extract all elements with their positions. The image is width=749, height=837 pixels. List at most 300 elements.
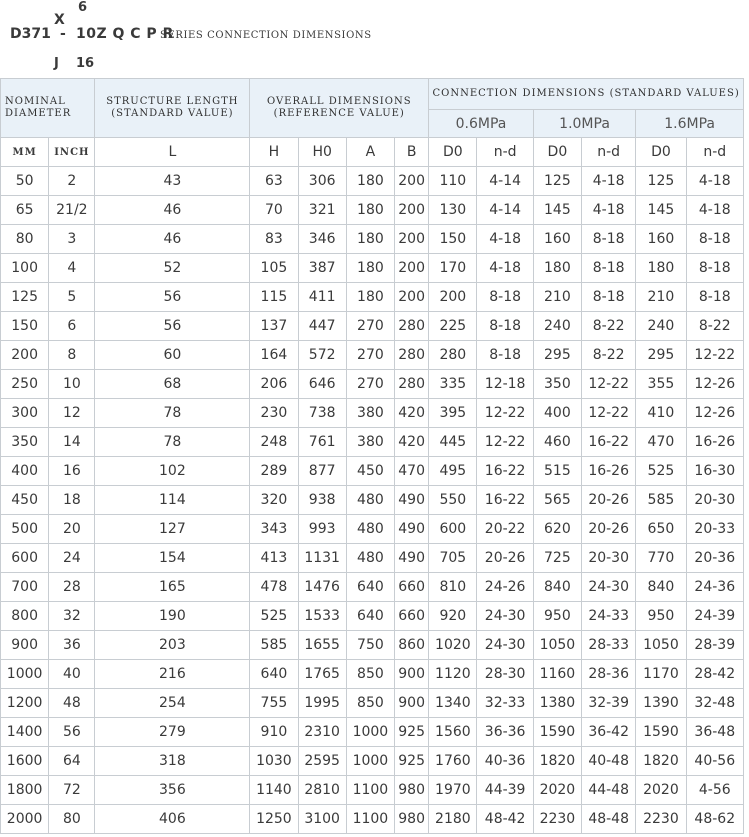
table-cell: 572 — [298, 341, 346, 370]
table-cell: 650 — [636, 515, 686, 544]
table-row — [1, 283, 744, 312]
table-cell: 102 — [95, 457, 250, 486]
table-row — [1, 486, 744, 515]
table-cell: 300 — [1, 399, 49, 428]
table-cell: 1600 — [1, 747, 49, 776]
table-cell: 4-18 — [477, 254, 533, 283]
table-cell: 4 — [49, 254, 95, 283]
table-cell: 660 — [395, 602, 429, 631]
table-cell: 20-30 — [582, 544, 636, 573]
table-cell: 164 — [250, 341, 298, 370]
table-cell: 127 — [95, 515, 250, 544]
table-cell: 840 — [533, 573, 581, 602]
table-cell: 8-18 — [477, 283, 533, 312]
header-nominal-diameter: NOMINAL DIAMETER — [1, 79, 95, 138]
table-cell: 2020 — [533, 776, 581, 805]
table-cell: 478 — [250, 573, 298, 602]
table-cell: 21/2 — [49, 196, 95, 225]
table-cell: 420 — [395, 399, 429, 428]
table-cell: 3100 — [298, 805, 346, 834]
table-cell: 860 — [395, 631, 429, 660]
table-cell: 490 — [395, 544, 429, 573]
table-cell: 1970 — [429, 776, 477, 805]
table-cell: 925 — [395, 747, 429, 776]
table-cell: 410 — [636, 399, 686, 428]
table-body — [1, 167, 744, 834]
table-cell: 63 — [250, 167, 298, 196]
table-cell: 346 — [298, 225, 346, 254]
table-row — [1, 544, 744, 573]
table-cell: 1590 — [636, 718, 686, 747]
table-cell: 24-36 — [686, 573, 743, 602]
table-cell: 180 — [346, 196, 394, 225]
table-cell: 950 — [533, 602, 581, 631]
table-cell: 68 — [95, 370, 250, 399]
table-cell: 130 — [429, 196, 477, 225]
table-cell: 1800 — [1, 776, 49, 805]
table-cell: 550 — [429, 486, 477, 515]
table-row — [1, 805, 744, 834]
table-row — [1, 631, 744, 660]
unit-header-cell: n-d — [477, 138, 533, 167]
table-cell: 810 — [429, 573, 477, 602]
table-cell: 2230 — [636, 805, 686, 834]
table-cell: 495 — [429, 457, 477, 486]
unit-header-cell: A — [346, 138, 394, 167]
table-cell: 480 — [346, 515, 394, 544]
table-cell: 180 — [346, 283, 394, 312]
table-cell: 12-26 — [686, 370, 743, 399]
table-cell: 40 — [49, 660, 95, 689]
table-cell: 16-22 — [582, 428, 636, 457]
table-cell: 4-18 — [686, 167, 743, 196]
table-cell: 280 — [395, 370, 429, 399]
table-cell: 295 — [636, 341, 686, 370]
table-cell: 490 — [395, 515, 429, 544]
header-pressure-1-6: 1.6MPa — [636, 110, 744, 138]
table-cell: 411 — [298, 283, 346, 312]
table-cell: 515 — [533, 457, 581, 486]
table-cell: 289 — [250, 457, 298, 486]
table-cell: 8-22 — [582, 341, 636, 370]
header-structure-length: STRUCTURE LENGTH (STANDARD VALUE) — [95, 79, 250, 138]
table-cell: 900 — [395, 689, 429, 718]
table-cell: 28-42 — [686, 660, 743, 689]
table-row — [1, 196, 744, 225]
table-cell: 180 — [636, 254, 686, 283]
table-cell: 32-33 — [477, 689, 533, 718]
table-cell: 20-22 — [477, 515, 533, 544]
table-cell: 270 — [346, 341, 394, 370]
table-cell: 16-26 — [582, 457, 636, 486]
table-cell: 4-18 — [582, 167, 636, 196]
header-pressure-1-0: 1.0MPa — [533, 110, 636, 138]
table-cell: 28-30 — [477, 660, 533, 689]
table-cell: 250 — [1, 370, 49, 399]
table-cell: 44-39 — [477, 776, 533, 805]
table-cell: 306 — [298, 167, 346, 196]
table-row — [1, 660, 744, 689]
table-cell: 24-30 — [582, 573, 636, 602]
title-dash: - — [60, 26, 66, 42]
table-cell: 48-48 — [582, 805, 636, 834]
table-cell: 83 — [250, 225, 298, 254]
table-cell: 1390 — [636, 689, 686, 718]
table-cell: 350 — [1, 428, 49, 457]
table-row — [1, 370, 744, 399]
title-code: D371 — [10, 26, 51, 42]
table-cell: 279 — [95, 718, 250, 747]
table-cell: 400 — [533, 399, 581, 428]
table-cell: 28-33 — [582, 631, 636, 660]
table-cell: 56 — [49, 718, 95, 747]
table-cell: 24-26 — [477, 573, 533, 602]
table-cell: 993 — [298, 515, 346, 544]
table-cell: 216 — [95, 660, 250, 689]
title-model: 10Z Q C P R — [76, 26, 174, 42]
table-cell: 480 — [346, 486, 394, 515]
units-row — [1, 138, 744, 167]
table-row — [1, 399, 744, 428]
table-cell: 420 — [395, 428, 429, 457]
table-cell: 2230 — [533, 805, 581, 834]
table-cell: 70 — [250, 196, 298, 225]
table-cell: 950 — [636, 602, 686, 631]
table-cell: 646 — [298, 370, 346, 399]
table-cell: 24-33 — [582, 602, 636, 631]
table-cell: 48 — [49, 689, 95, 718]
table-cell: 12-22 — [686, 341, 743, 370]
table-cell: 761 — [298, 428, 346, 457]
table-cell: 400 — [1, 457, 49, 486]
table-cell: 115 — [250, 283, 298, 312]
table-cell: 20 — [49, 515, 95, 544]
table-cell: 200 — [395, 225, 429, 254]
table-cell: 395 — [429, 399, 477, 428]
table-row — [1, 689, 744, 718]
table-cell: 850 — [346, 689, 394, 718]
table-cell: 12-22 — [477, 428, 533, 457]
table-cell: 1400 — [1, 718, 49, 747]
table-cell: 640 — [250, 660, 298, 689]
table-cell: 2310 — [298, 718, 346, 747]
table-cell: 154 — [95, 544, 250, 573]
unit-header-cell: MM — [1, 138, 49, 167]
table-cell: 318 — [95, 747, 250, 776]
table-cell: 230 — [250, 399, 298, 428]
table-cell: 600 — [1, 544, 49, 573]
table-cell: 8-18 — [582, 225, 636, 254]
table-cell: 28-36 — [582, 660, 636, 689]
table-cell: 100 — [1, 254, 49, 283]
table-cell: 660 — [395, 573, 429, 602]
table-row — [1, 225, 744, 254]
table-cell: 145 — [533, 196, 581, 225]
table-cell: 8-22 — [686, 312, 743, 341]
table-cell: 8-18 — [686, 254, 743, 283]
unit-header-cell: B — [395, 138, 429, 167]
table-cell: 24-39 — [686, 602, 743, 631]
table-cell: 800 — [1, 602, 49, 631]
table-cell: 1655 — [298, 631, 346, 660]
table-cell: 1050 — [533, 631, 581, 660]
header-pressure-0-6: 0.6MPa — [429, 110, 534, 138]
table-cell: 32-48 — [686, 689, 743, 718]
table-cell: 1131 — [298, 544, 346, 573]
table-cell: 8-18 — [477, 312, 533, 341]
table-cell: 1820 — [533, 747, 581, 776]
table-cell: 470 — [636, 428, 686, 457]
unit-header-cell: H — [250, 138, 298, 167]
table-cell: 1340 — [429, 689, 477, 718]
table-cell: 36-48 — [686, 718, 743, 747]
table-cell: 125 — [636, 167, 686, 196]
table-cell: 280 — [429, 341, 477, 370]
table-cell: 755 — [250, 689, 298, 718]
table-cell: 52 — [95, 254, 250, 283]
table-cell: 48-42 — [477, 805, 533, 834]
table-cell: 24 — [49, 544, 95, 573]
table-cell: 12-26 — [686, 399, 743, 428]
table-cell: 1200 — [1, 689, 49, 718]
table-cell: 56 — [95, 283, 250, 312]
table-cell: 20-26 — [477, 544, 533, 573]
table-row — [1, 312, 744, 341]
header-connection-dimensions: CONNECTION DIMENSIONS (STANDARD VALUES) — [429, 79, 744, 110]
table-cell: 200 — [395, 254, 429, 283]
table-cell: 24-30 — [477, 631, 533, 660]
table-cell: 12-22 — [582, 370, 636, 399]
table-cell: 700 — [1, 573, 49, 602]
table-cell: 80 — [49, 805, 95, 834]
table-cell: 60 — [95, 341, 250, 370]
table-row — [1, 341, 744, 370]
table-cell: 725 — [533, 544, 581, 573]
table-cell: 877 — [298, 457, 346, 486]
table-cell: 180 — [346, 225, 394, 254]
table-cell: 206 — [250, 370, 298, 399]
table-cell: 16-22 — [477, 486, 533, 515]
table-cell: 938 — [298, 486, 346, 515]
table-cell: 110 — [429, 167, 477, 196]
table-cell: 200 — [429, 283, 477, 312]
table-cell: 20-26 — [582, 486, 636, 515]
table-cell: 270 — [346, 312, 394, 341]
table-cell: 248 — [250, 428, 298, 457]
table-cell: 640 — [346, 573, 394, 602]
table-cell: 321 — [298, 196, 346, 225]
table-cell: 125 — [533, 167, 581, 196]
table-cell: 1820 — [636, 747, 686, 776]
table-cell: 16 — [49, 457, 95, 486]
table-cell: 445 — [429, 428, 477, 457]
table-cell: 600 — [429, 515, 477, 544]
table-cell: 4-18 — [686, 196, 743, 225]
table-cell: 4-18 — [477, 225, 533, 254]
table-cell: 48-62 — [686, 805, 743, 834]
table-cell: 2595 — [298, 747, 346, 776]
table-cell: 270 — [346, 370, 394, 399]
table-cell: 180 — [533, 254, 581, 283]
table-cell: 585 — [250, 631, 298, 660]
table-cell: 980 — [395, 805, 429, 834]
table-cell: 1560 — [429, 718, 477, 747]
table-cell: 12 — [49, 399, 95, 428]
table-cell: 20-33 — [686, 515, 743, 544]
table-cell: 72 — [49, 776, 95, 805]
table-cell: 65 — [1, 196, 49, 225]
table-cell: 280 — [395, 312, 429, 341]
table-cell: 900 — [395, 660, 429, 689]
table-cell: 46 — [95, 196, 250, 225]
table-cell: 1050 — [636, 631, 686, 660]
table-cell: 64 — [49, 747, 95, 776]
table-cell: 490 — [395, 486, 429, 515]
table-cell: 447 — [298, 312, 346, 341]
unit-header-cell: D0 — [533, 138, 581, 167]
table-cell: 6 — [49, 312, 95, 341]
table-cell: 295 — [533, 341, 581, 370]
table-cell: 40-56 — [686, 747, 743, 776]
table-cell: 840 — [636, 573, 686, 602]
table-cell: 1140 — [250, 776, 298, 805]
table-cell: 2180 — [429, 805, 477, 834]
table-cell: 620 — [533, 515, 581, 544]
table-cell: 8-18 — [686, 225, 743, 254]
table-cell: 36 — [49, 631, 95, 660]
table-cell: 165 — [95, 573, 250, 602]
table-cell: 738 — [298, 399, 346, 428]
table-cell: 1590 — [533, 718, 581, 747]
table-cell: 20-26 — [582, 515, 636, 544]
unit-header-cell: D0 — [429, 138, 477, 167]
table-cell: 8-18 — [582, 254, 636, 283]
table-cell: 160 — [533, 225, 581, 254]
table-cell: 1000 — [1, 660, 49, 689]
table-cell: 36-42 — [582, 718, 636, 747]
table-cell: 210 — [636, 283, 686, 312]
unit-header-cell: n-d — [686, 138, 743, 167]
table-cell: 8-18 — [686, 283, 743, 312]
table-cell: 750 — [346, 631, 394, 660]
table-cell: 413 — [250, 544, 298, 573]
table-cell: 200 — [1, 341, 49, 370]
table-cell: 8-22 — [582, 312, 636, 341]
table-cell: 18 — [49, 486, 95, 515]
table-cell: 16-22 — [477, 457, 533, 486]
unit-header-cell: INCH — [49, 138, 95, 167]
table-cell: 2810 — [298, 776, 346, 805]
title-subscript: 16 — [76, 56, 95, 71]
table-cell: 200 — [395, 196, 429, 225]
table-cell: 105 — [250, 254, 298, 283]
table-cell: 335 — [429, 370, 477, 399]
title-letter-top: X — [54, 12, 65, 28]
table-cell: 4-14 — [477, 196, 533, 225]
table-row — [1, 602, 744, 631]
table-cell: 170 — [429, 254, 477, 283]
table-cell: 4-18 — [582, 196, 636, 225]
table-cell: 5 — [49, 283, 95, 312]
table-cell: 705 — [429, 544, 477, 573]
table-cell: 190 — [95, 602, 250, 631]
table-cell: 180 — [346, 167, 394, 196]
table-cell: 150 — [1, 312, 49, 341]
table-row — [1, 776, 744, 805]
unit-header-cell: D0 — [636, 138, 686, 167]
table-row — [1, 573, 744, 602]
table-cell: 225 — [429, 312, 477, 341]
table-cell: 145 — [636, 196, 686, 225]
table-cell: 450 — [1, 486, 49, 515]
table-cell: 210 — [533, 283, 581, 312]
table-cell: 2000 — [1, 805, 49, 834]
table-cell: 1380 — [533, 689, 581, 718]
unit-header-cell: n-d — [582, 138, 636, 167]
table-cell: 910 — [250, 718, 298, 747]
table-cell: 20-30 — [686, 486, 743, 515]
table-cell: 1250 — [250, 805, 298, 834]
table-cell: 480 — [346, 544, 394, 573]
table-cell: 43 — [95, 167, 250, 196]
table-cell: 160 — [636, 225, 686, 254]
table-cell: 1030 — [250, 747, 298, 776]
table-cell: 770 — [636, 544, 686, 573]
table-cell: 78 — [95, 399, 250, 428]
table-cell: 4-14 — [477, 167, 533, 196]
table-cell: 150 — [429, 225, 477, 254]
table-cell: 36-36 — [477, 718, 533, 747]
table-cell: 78 — [95, 428, 250, 457]
title-letter-bottom: J — [54, 56, 59, 71]
table-cell: 1995 — [298, 689, 346, 718]
table-cell: 2 — [49, 167, 95, 196]
table-cell: 1000 — [346, 718, 394, 747]
table-cell: 200 — [395, 167, 429, 196]
table-cell: 8-18 — [582, 283, 636, 312]
table-row — [1, 428, 744, 457]
table-cell: 125 — [1, 283, 49, 312]
table-cell: 1000 — [346, 747, 394, 776]
table-cell: 240 — [533, 312, 581, 341]
table-cell: 920 — [429, 602, 477, 631]
table-cell: 10 — [49, 370, 95, 399]
table-cell: 1170 — [636, 660, 686, 689]
table-cell: 2020 — [636, 776, 686, 805]
table-row — [1, 747, 744, 776]
dimensions-table — [0, 78, 744, 834]
table-cell: 343 — [250, 515, 298, 544]
table-cell: 20-36 — [686, 544, 743, 573]
table-row — [1, 718, 744, 747]
table-cell: 180 — [346, 254, 394, 283]
table-cell: 406 — [95, 805, 250, 834]
table-cell: 8 — [49, 341, 95, 370]
title-series-text: SERIES CONNECTION DIMENSIONS — [160, 30, 372, 41]
table-cell: 280 — [395, 341, 429, 370]
table-cell: 1020 — [429, 631, 477, 660]
table-cell: 1160 — [533, 660, 581, 689]
table-row — [1, 167, 744, 196]
table-cell: 1760 — [429, 747, 477, 776]
table-cell: 387 — [298, 254, 346, 283]
table-cell: 137 — [250, 312, 298, 341]
title-superscript: 6 — [78, 0, 88, 15]
table-cell: 356 — [95, 776, 250, 805]
table-cell: 350 — [533, 370, 581, 399]
table-cell: 44-48 — [582, 776, 636, 805]
unit-header-cell: L — [95, 138, 250, 167]
